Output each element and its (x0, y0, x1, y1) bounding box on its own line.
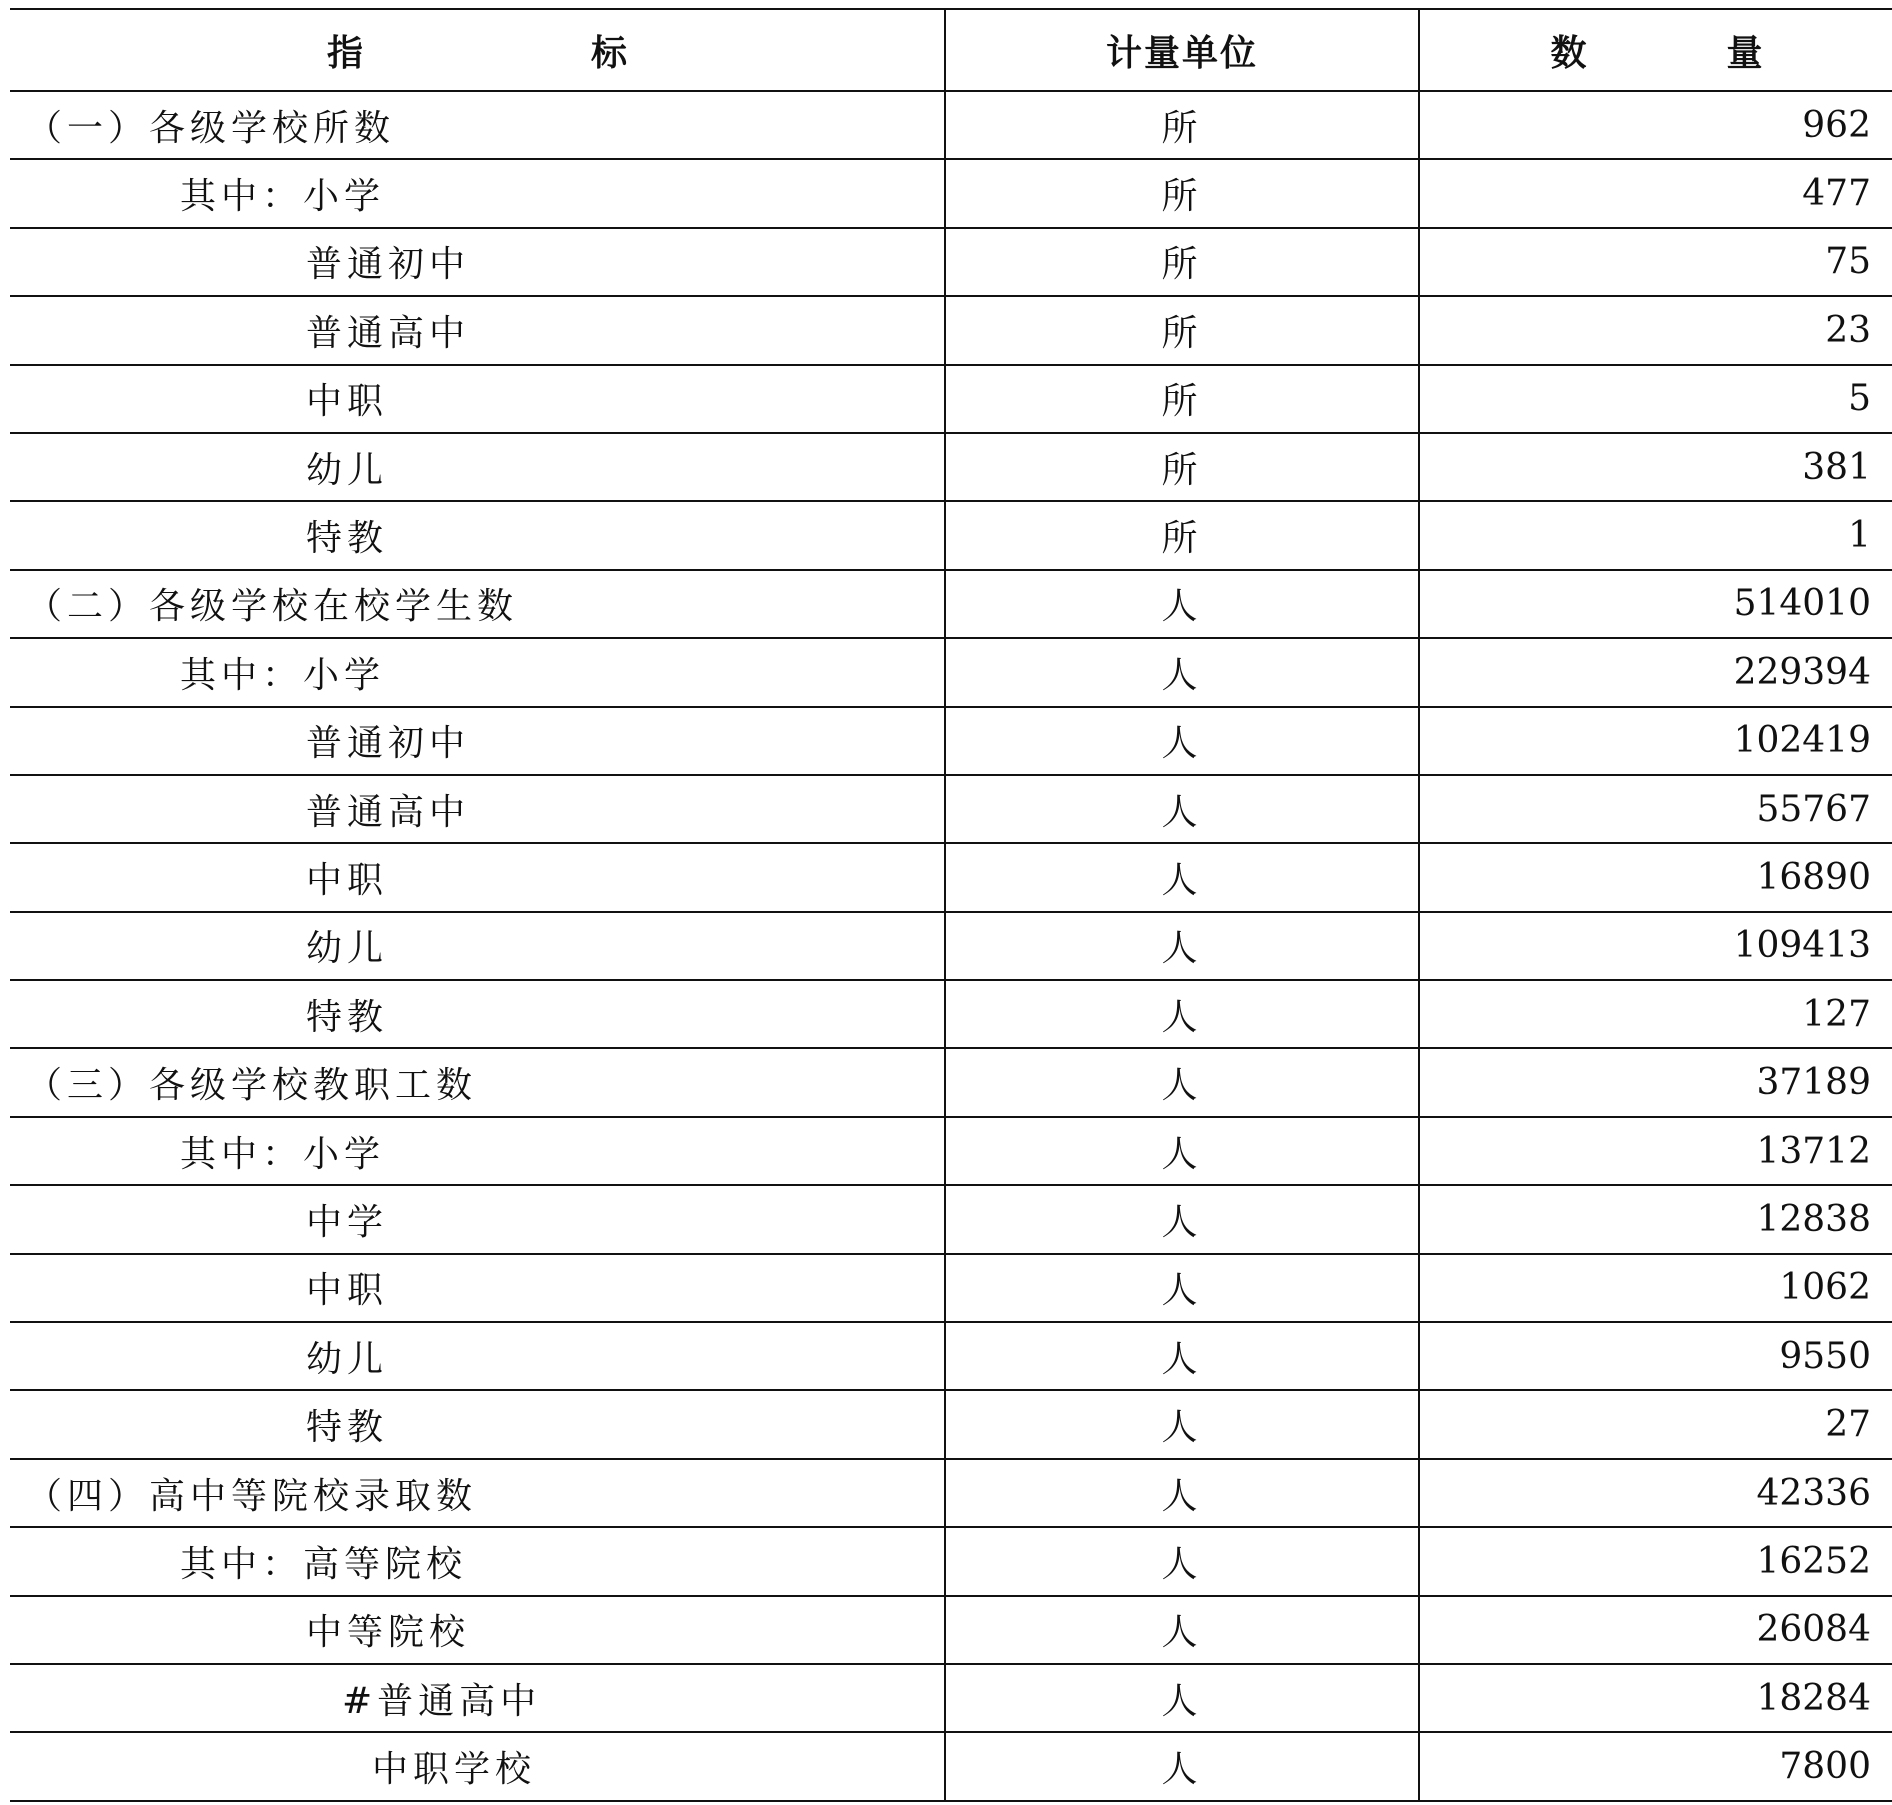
row-indicator: 中职 (10, 365, 945, 433)
table-row (10, 433, 1892, 501)
row-quantity: 26084 (1419, 1596, 1892, 1664)
table-row (10, 91, 1892, 159)
table-row (10, 1185, 1892, 1253)
row-indicator: 中学 (10, 1185, 945, 1253)
row-unit: 人 (945, 1048, 1419, 1116)
row-quantity: 16252 (1419, 1527, 1892, 1595)
row-indicator: 中等院校 (10, 1596, 945, 1664)
row-unit: 人 (945, 775, 1419, 843)
row-quantity: 514010 (1419, 570, 1892, 638)
row-quantity: 9550 (1419, 1322, 1892, 1390)
row-indicator: 中职 (10, 843, 945, 911)
row-indicator: 幼儿 (10, 433, 945, 501)
table-row (10, 228, 1892, 296)
row-indicator: （二）各级学校在校学生数 (10, 570, 945, 638)
row-indicator: 幼儿 (10, 912, 945, 980)
table-row (10, 159, 1892, 227)
row-quantity: 1 (1419, 501, 1892, 569)
row-indicator: 普通高中 (10, 296, 945, 364)
table-row (10, 707, 1892, 775)
table-row (10, 1322, 1892, 1390)
row-quantity: 381 (1419, 433, 1892, 501)
row-quantity: 18284 (1419, 1664, 1892, 1732)
row-unit: 人 (945, 1732, 1419, 1800)
row-unit: 所 (945, 433, 1419, 501)
table-row (10, 501, 1892, 569)
row-indicator: （一）各级学校所数 (10, 91, 945, 159)
row-unit: 人 (945, 1596, 1419, 1664)
table-row (10, 1459, 1892, 1527)
row-indicator: 普通高中 (10, 775, 945, 843)
row-unit: 所 (945, 296, 1419, 364)
row-indicator: 其中：高等院校 (10, 1527, 945, 1595)
row-indicator: （四）高中等院校录取数 (10, 1459, 945, 1527)
row-quantity: 27 (1419, 1390, 1892, 1458)
row-unit: 人 (945, 638, 1419, 706)
table-row (10, 570, 1892, 638)
row-quantity: 1062 (1419, 1254, 1892, 1322)
table-row (10, 365, 1892, 433)
row-unit: 人 (945, 1664, 1419, 1732)
row-indicator: 其中：小学 (10, 1117, 945, 1185)
header-unit: 计量单位 (945, 9, 1419, 91)
row-quantity: 7800 (1419, 1732, 1892, 1800)
row-quantity: 13712 (1419, 1117, 1892, 1185)
row-quantity: 55767 (1419, 775, 1892, 843)
row-indicator: 普通初中 (10, 228, 945, 296)
row-unit: 所 (945, 228, 1419, 296)
row-unit: 所 (945, 159, 1419, 227)
row-indicator: 特教 (10, 501, 945, 569)
row-indicator: 中职 (10, 1254, 945, 1322)
row-indicator: 特教 (10, 980, 945, 1048)
table-row (10, 638, 1892, 706)
row-quantity: 23 (1419, 296, 1892, 364)
row-quantity: 109413 (1419, 912, 1892, 980)
row-quantity: 37189 (1419, 1048, 1892, 1116)
row-unit: 人 (945, 843, 1419, 911)
row-indicator: #普通高中 (10, 1664, 945, 1732)
row-unit: 所 (945, 365, 1419, 433)
row-unit: 人 (945, 707, 1419, 775)
row-unit: 人 (945, 1117, 1419, 1185)
table-row (10, 843, 1892, 911)
row-indicator: 幼儿 (10, 1322, 945, 1390)
row-quantity: 42336 (1419, 1459, 1892, 1527)
header-quantity: 数 量 (1419, 9, 1892, 91)
row-unit: 所 (945, 501, 1419, 569)
row-indicator: 普通初中 (10, 707, 945, 775)
row-quantity: 477 (1419, 159, 1892, 227)
row-quantity: 229394 (1419, 638, 1892, 706)
table-row (10, 1254, 1892, 1322)
row-quantity: 962 (1419, 91, 1892, 159)
table-row (10, 296, 1892, 364)
row-unit: 人 (945, 1390, 1419, 1458)
table-row (10, 1527, 1892, 1595)
table-row (10, 775, 1892, 843)
statistics-table-container (10, 8, 1892, 1802)
row-unit: 人 (945, 912, 1419, 980)
row-indicator: 特教 (10, 1390, 945, 1458)
table-header-row (10, 9, 1892, 91)
table-row (10, 1732, 1892, 1800)
table-row (10, 1048, 1892, 1116)
row-unit: 人 (945, 1254, 1419, 1322)
row-indicator: 中职学校 (10, 1732, 945, 1800)
row-unit: 人 (945, 1459, 1419, 1527)
table-row (10, 1596, 1892, 1664)
row-unit: 人 (945, 1527, 1419, 1595)
row-quantity: 12838 (1419, 1185, 1892, 1253)
row-unit: 所 (945, 91, 1419, 159)
table-row (10, 1664, 1892, 1732)
header-indicator: 指 标 (10, 9, 945, 91)
row-quantity: 75 (1419, 228, 1892, 296)
education-statistics-table (10, 8, 1892, 1802)
row-indicator: （三）各级学校教职工数 (10, 1048, 945, 1116)
row-quantity: 127 (1419, 980, 1892, 1048)
row-indicator: 其中：小学 (10, 159, 945, 227)
table-row (10, 912, 1892, 980)
table-row (10, 980, 1892, 1048)
table-row (10, 1117, 1892, 1185)
table-row (10, 1390, 1892, 1458)
row-unit: 人 (945, 1322, 1419, 1390)
row-quantity: 16890 (1419, 843, 1892, 911)
row-quantity: 5 (1419, 365, 1892, 433)
row-unit: 人 (945, 570, 1419, 638)
row-indicator: 其中：小学 (10, 638, 945, 706)
row-quantity: 102419 (1419, 707, 1892, 775)
row-unit: 人 (945, 1185, 1419, 1253)
row-unit: 人 (945, 980, 1419, 1048)
